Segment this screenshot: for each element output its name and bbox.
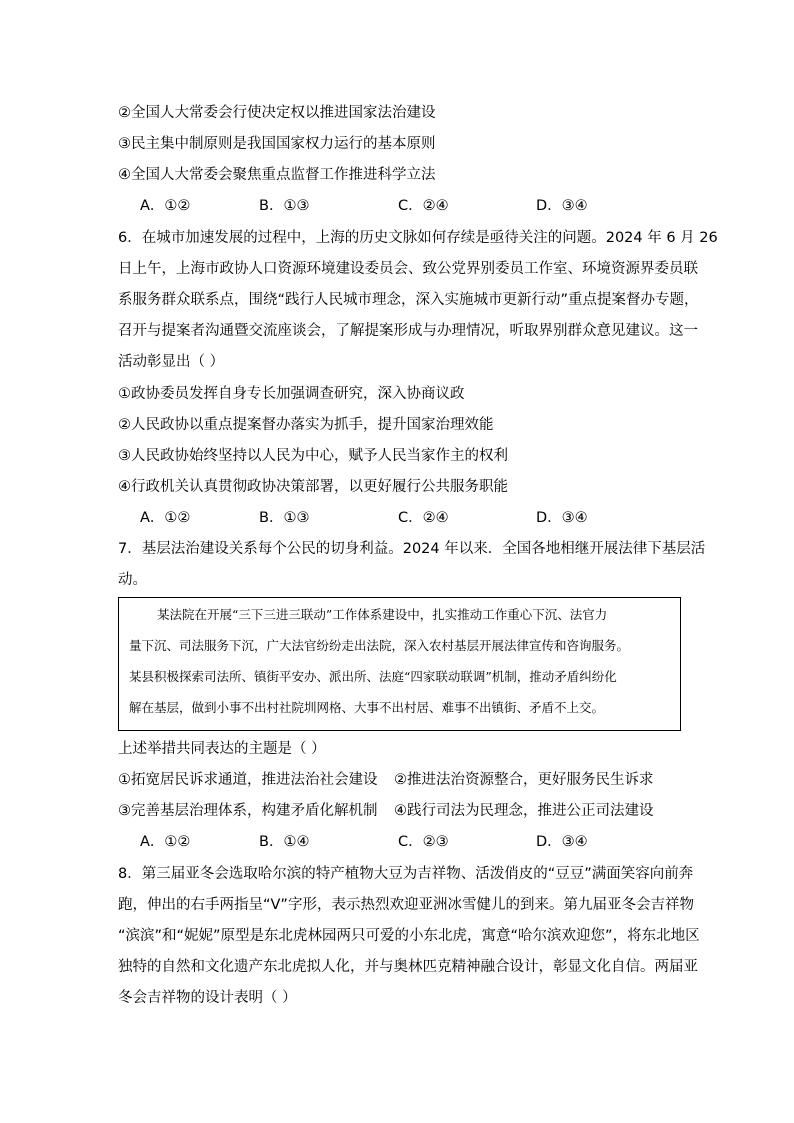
- q6-statement-3: ③人民政协始终坚持以人民为中心，赋予人民当家作主的权利: [118, 448, 508, 464]
- q7-statement-2: ②推进法治资源整合，更好服务民生诉求: [394, 772, 654, 788]
- q8-stem-line-2: 跑，伸出的右手两指呈“V”字形，表示热烈欢迎亚洲冰雪健儿的到来。第九届亚冬会吉祥物: [118, 897, 694, 913]
- q7-statement-4: ④践行司法为民理念，推进公正司法建设: [394, 803, 654, 819]
- q5-option-d: D．③④: [536, 198, 588, 214]
- q5-options: [140, 196, 660, 216]
- q6-stem-line-4: 召开与提案者沟通暨交流座谈会，了解提案形成与办理情况，听取界别群众意见建议。这一: [118, 323, 698, 339]
- q6-options: [140, 508, 660, 528]
- q5-statement-3: ③民主集中制原则是我国国家权力运行的基本原则: [118, 136, 436, 152]
- q5-option-b: B．①③: [259, 198, 310, 214]
- q6-stem-line-3: 系服务群众联系点，围绕“践行人民城市理念，深入实施城市更新行动”重点提案督办专题，: [118, 292, 699, 308]
- q8-stem-line-3: “滨滨”和“妮妮”原型是东北虎林园两只可爱的小东北虎，寓意“哈尔滨欢迎您”，将东北地区: [118, 928, 700, 944]
- q6-option-c: C．②④: [398, 510, 449, 526]
- q5-statement-4: ④全国人大常委会聚焦重点监督工作推进科学立法: [118, 167, 436, 183]
- q6-option-a: A．①②: [140, 510, 191, 526]
- q8-stem-line-1: 8．第三届亚冬会选取哈尔滨的特产植物大豆为吉祥物、活泼俏皮的“豆豆”满面笑容向前奔: [118, 866, 694, 882]
- q7-question: 上述举措共同表达的主题是（ ）: [118, 741, 326, 757]
- q7-statements-row-1: [118, 770, 678, 790]
- q8-stem-line-4: 独特的自然和文化遗产东北虎拟人化，并与奥林匹克精神融合设计，彰显文化自信。两届亚: [118, 959, 698, 975]
- q7-stem-line-2: 动。: [118, 572, 147, 588]
- q6-stem-line-1: 6．在城市加速发展的过程中，上海的历史文脉如何存续是亟待关注的问题。2024 年 6 月 26: [118, 230, 718, 246]
- q7-material-line-4: 解在基层，做到小事不出村社院圳网格、大事不出村居、难事不出镇街、矛盾不上交。: [129, 700, 605, 715]
- q8-stem-line-5: 冬会吉祥物的设计表明（ ）: [118, 990, 297, 1006]
- q7-statement-3: ③完善基层治理体系，构建矛盾化解机制: [118, 803, 378, 819]
- q7-material-line-3: 某县积极探索司法所、镇街平安办、派出所、法庭“四家联动联调”机制，推动矛盾纠纷化: [129, 669, 617, 684]
- q7-options: [140, 832, 660, 852]
- q6-stem-line-5: 活动彰显出（ ）: [118, 354, 225, 370]
- q6-statement-4: ④行政机关认真贯彻政协决策部署，以更好履行公共服务职能: [118, 479, 508, 495]
- q7-stem-line-1: 7．基层法治建设关系每个公民的切身利益。2024 年以来．全国各地相继开展法律下基层活: [118, 541, 706, 557]
- q7-material-box: [118, 597, 681, 731]
- q6-option-b: B．①③: [259, 510, 310, 526]
- q7-option-a: A．①②: [140, 834, 191, 850]
- q6-statement-2: ②人民政协以重点提案督办落实为抓手，提升国家治理效能: [118, 417, 494, 433]
- q7-statements-row-2: [118, 801, 678, 821]
- q7-option-b: B．①④: [259, 834, 310, 850]
- q6-stem-line-2: 日上午，上海市政协人口资源环境建设委员会、致公党界别委员工作室、环境资源界委员联: [118, 261, 698, 277]
- q5-statement-2: ②全国人大常委会行使决定权以推进国家法治建设: [118, 105, 436, 121]
- q7-material-line-2: 量下沉、司法服务下沉，广大法官纷纷走出法院，深入农村基层开展法律宣传和咨询服务。: [129, 638, 630, 653]
- q7-statement-1: ①拓宽居民诉求通道，推进法治社会建设: [118, 772, 378, 788]
- q7-option-d: D．③④: [536, 834, 588, 850]
- q6-statement-1: ①政协委员发挥自身专长加强调查研究，深入协商议政: [118, 386, 465, 402]
- q6-option-d: D．③④: [536, 510, 588, 526]
- q7-material-line-1: 某法院在开展“三下三进三联动”工作体系建设中，扎实推动工作重心下沉、法官力: [157, 607, 608, 622]
- q5-option-c: C．②④: [398, 198, 449, 214]
- q5-option-a: A．①②: [140, 198, 191, 214]
- q7-option-c: C．②③: [398, 834, 449, 850]
